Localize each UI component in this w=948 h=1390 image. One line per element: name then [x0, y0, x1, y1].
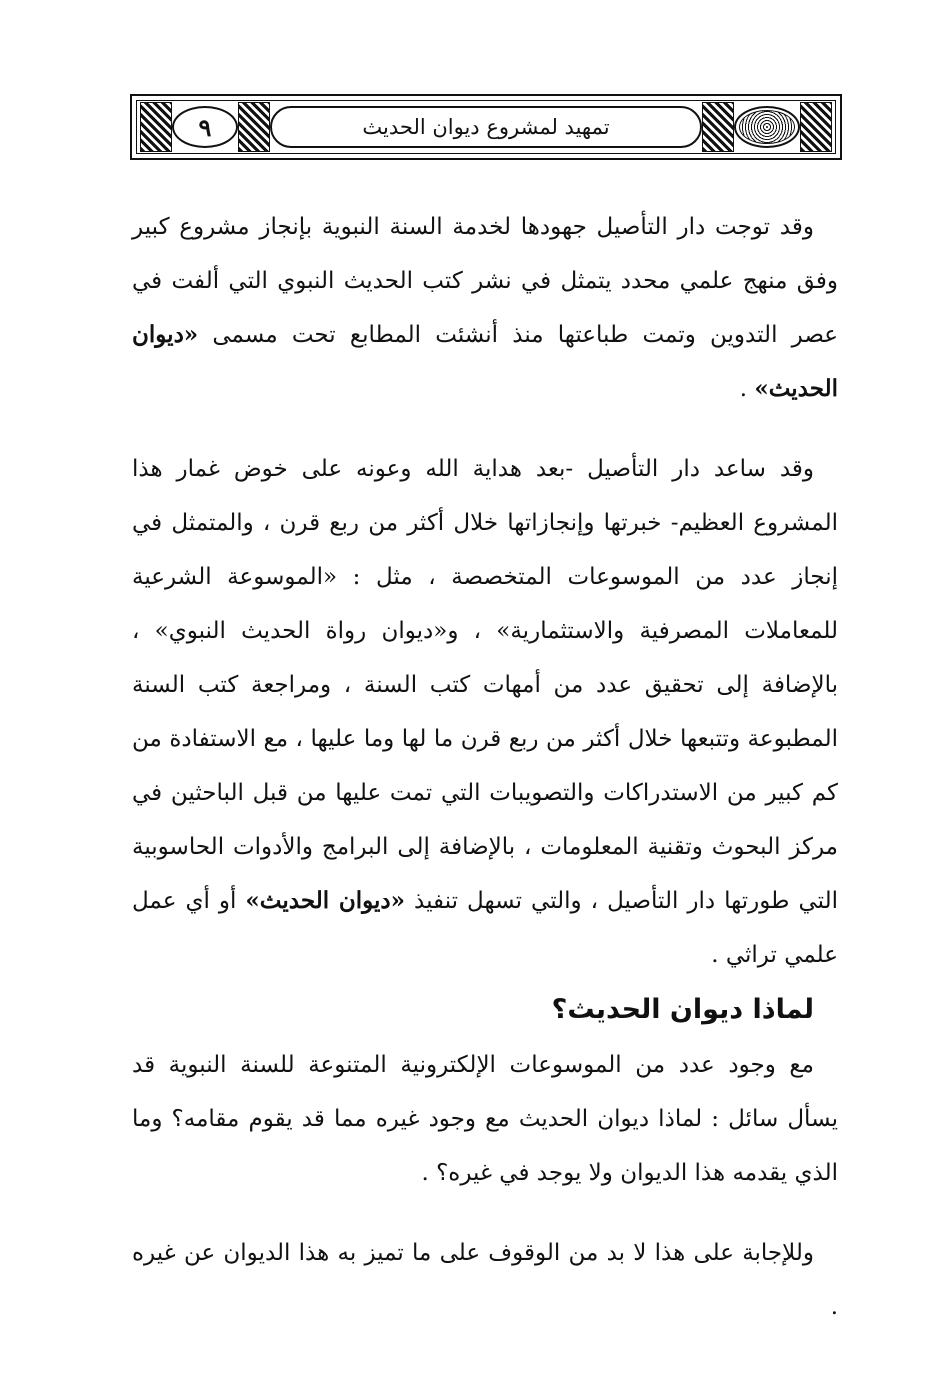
paragraph-4-text: وللإجابة على هذا لا بد من الوقوف على ما تميز به هذا الديوان عن غيره . — [132, 1240, 838, 1320]
page-number: ٩ — [198, 112, 212, 142]
paragraph-2-text: وقد ساعد دار التأصيل -بعد هداية الله وعونه على خوض غمار هذا المشروع العظيم- خبرتها وإنجازاتها خلال أكثر من ربع قرن ، والمتمثل في إنجاز عدد من الموسوعات المتخصصة ، مثل : «الموسوعة الشرعية للمعاملات المصرفية والاستثمارية» ، و«ديوان رواة الحديث النبوي» ، بالإضافة إلى تحقيق عدد من أمهات كتب السنة ، ومراجعة كتب السنة المطبوعة وتتبعها خلال أكثر من ربع قرن ما لها وما عليها ، مع الاستفادة من كم كبير من الاستدراكات والتصويبات التي تمت عليها من قبل الباحثين في مركز البحوث وتقنية المعلومات ، بالإضافة إلى البرامج والأدوات الحاسوبية التي طورتها دار التأصيل ، والتي تسهل تنفيذ — [132, 456, 838, 914]
paragraph-1-tail: . — [739, 376, 755, 402]
running-title: تمهيد لمشروع ديوان الحديث — [362, 115, 610, 139]
paragraph-3-text: مع وجود عدد من الموسوعات الإلكترونية المتنوعة للسنة النبوية قد يسأل سائل : لماذا ديوان الحديث مع وجود غيره مما قد يقوم مقامه؟ وما الذي يقدمه هذا الديوان ولا يوجد في غيره؟ . — [132, 1052, 838, 1186]
page-number-frame — [172, 106, 238, 148]
paragraph-1 — [132, 200, 838, 416]
paragraph-1-text: وقد توجت دار التأصيل جهودها لخدمة السنة النبوية بإنجاز مشروع كبير وفق منهج علمي محدد يتمثل في نشر كتب الحديث النبوي التي ألفت في عصر التدوين وتمت طباعتها منذ أنشئت المطابع تحت مسمى — [132, 214, 838, 348]
header-ornament-left — [140, 102, 172, 152]
running-title-frame — [270, 106, 702, 148]
publisher-logo-icon — [739, 110, 795, 144]
section-heading: لماذا ديوان الحديث؟ — [551, 994, 814, 1025]
paragraph-3 — [132, 1038, 838, 1200]
paragraph-2-tail: أو أي عمل علمي تراثي . — [132, 888, 838, 968]
publisher-logo-frame — [734, 106, 800, 148]
page-header — [130, 94, 842, 160]
paragraph-2-bold: «ديوان الحديث» — [245, 887, 406, 914]
header-ornament-right — [800, 102, 832, 152]
paragraph-1-bold: «ديوان الحديث» — [132, 321, 838, 402]
page-body — [132, 200, 838, 1334]
paragraph-2 — [132, 442, 838, 982]
header-ornament-inner-right — [702, 102, 734, 152]
header-ornament-inner-left — [238, 102, 270, 152]
paragraph-4 — [132, 1226, 838, 1334]
